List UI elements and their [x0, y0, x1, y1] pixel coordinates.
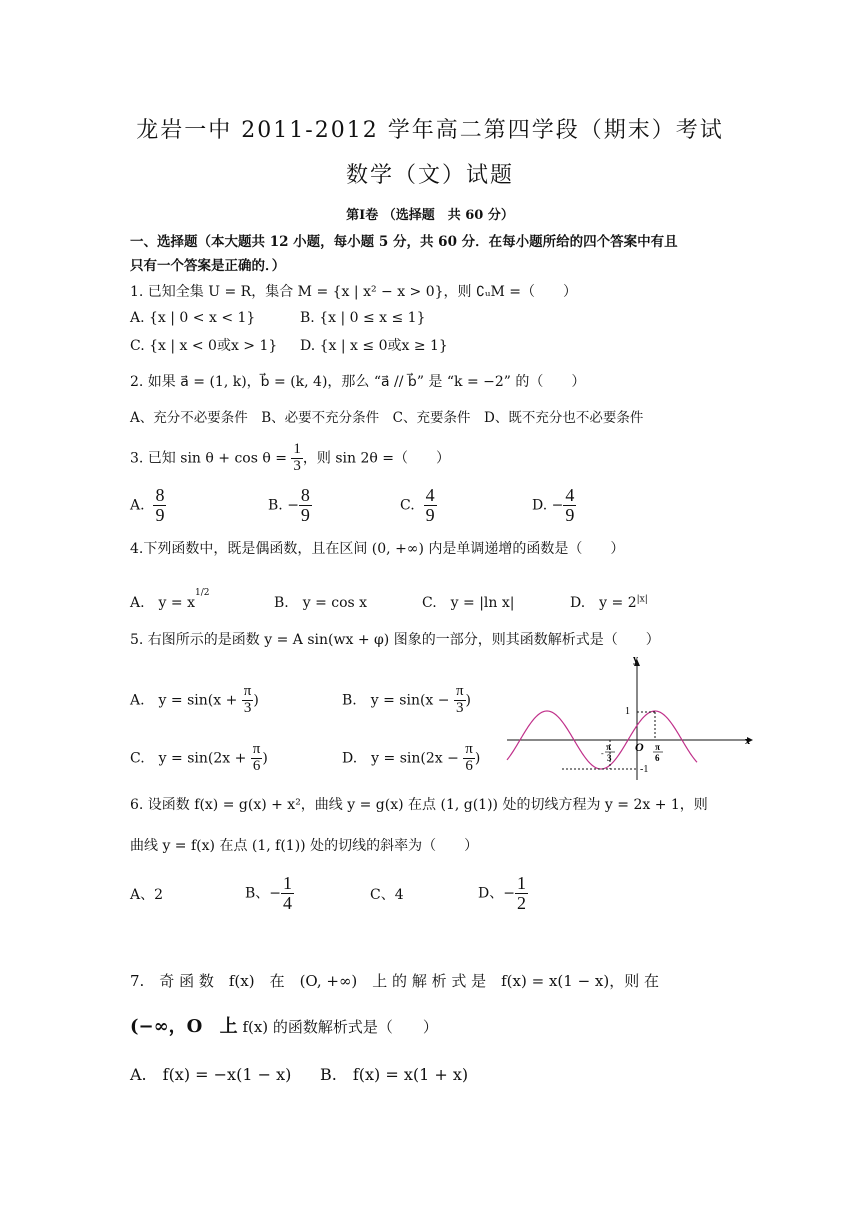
q3-stem	[130, 442, 450, 475]
q5-option-c	[130, 742, 268, 775]
q3-a-den: 9	[155, 504, 165, 525]
q3-d-num: 4	[565, 485, 575, 505]
q5-a-close: )	[253, 692, 259, 709]
q2-stem: 2. 如果 a⃗ = (1, k)，b⃗ = (k, 4)，那么 “a⃗ // b⃗” 是 “k = −2” 的（ ）	[130, 374, 586, 390]
q5-c-den: 6	[252, 757, 261, 774]
q3-stem-pre: 3. 已知 sin θ + cos θ =	[130, 450, 292, 467]
q5-a-num: π	[243, 683, 252, 699]
q7-line2-interval: (−∞，Oㅤ上	[130, 1016, 238, 1037]
q3-a-num: 8	[155, 485, 165, 505]
origin-label: O	[635, 740, 644, 754]
q5-d-den: 6	[465, 757, 473, 774]
q5-a-den: 3	[243, 699, 252, 716]
q5-b-num: π	[455, 683, 464, 699]
q4-stem: 4.下列函数中，既是偶函数，且在区间 (0, +∞) 内是单调递增的函数是（ ）	[130, 541, 625, 557]
part-heading: 第Ⅰ卷 （选择题 共 60 分）	[346, 208, 514, 223]
x-tick-neg-sign: -	[601, 749, 604, 758]
q3-frac-num: 1	[293, 441, 301, 457]
q7-option-b: B. f(x) = x(1 + x)	[320, 1065, 469, 1084]
q5-stem: 5. 右图所示的是函数 y = A sin(wx + φ) 图象的一部分，则其函数解析式是（ ）	[130, 632, 660, 648]
q6-b-den: 4	[283, 892, 293, 913]
q4-option-a	[130, 588, 210, 612]
q2-options: A、充分不必要条件 B、必要不充分条件 C、充要条件 D、既不充分也不必要条件	[130, 410, 644, 426]
q7-option-a: A. f(x) = −x(1 − x)	[130, 1065, 292, 1084]
section-heading-line2: 只有一个答案是正确的．）	[130, 258, 286, 274]
q5-option-b	[342, 684, 471, 717]
q1-option-b: B. {x | 0 ≤ x ≤ 1}	[300, 310, 426, 326]
q5-option-a	[130, 684, 259, 717]
q5-d-close: )	[474, 750, 481, 767]
q3-option-b	[268, 486, 312, 525]
q3-fraction	[291, 442, 303, 475]
q6-d-num: 1	[516, 873, 526, 893]
q3-c-num: 4	[425, 485, 435, 505]
x-tick-neg-num: π	[606, 742, 611, 752]
q5-c-pre: C. y = sin(2x +	[130, 750, 251, 767]
q4-d-exponent: |x|	[636, 594, 648, 605]
q5-b-pre: B. y = sin(x −	[342, 692, 454, 709]
q6-line1: 6. 设函数 f(x) = g(x) + x²，曲线 y = g(x) 在点 (1, g(1)) 处的切线方程为 y = 2x + 1，则	[130, 797, 708, 813]
section-heading-line1: 一、选择题（本大题共 12 小题，每小题 5 分，共 60 分．在每小题所给的四个答案中有且	[130, 234, 678, 250]
q5-sine-graph	[505, 652, 755, 782]
q3-d-den: 9	[565, 504, 575, 525]
q6-option-d	[478, 874, 528, 913]
q5-d-pre: D. y = sin(2x −	[342, 750, 464, 767]
x-axis-label: x	[745, 736, 750, 747]
q4-option-c: C. y = |ln x|	[422, 595, 515, 611]
q1-option-a: A. {x | 0 < x < 1}	[130, 310, 256, 326]
q5-c-num: π	[252, 741, 261, 757]
q3-b-den: 9	[300, 504, 310, 525]
q6-b-label: B、−	[245, 885, 282, 902]
q5-option-d	[342, 742, 480, 775]
q6-b-num: 1	[283, 873, 293, 893]
q6-option-a: A、2	[130, 887, 164, 903]
q1-option-c: C. {x | x < 0或x > 1}	[130, 338, 278, 354]
q4-a-text: A. y = x	[130, 595, 195, 611]
q6-option-c: C、4	[370, 887, 404, 903]
q3-option-a	[130, 486, 166, 525]
q7-line2	[130, 1016, 438, 1038]
exam-title: 龙岩一中 2011-2012 学年高二第四学段（期末）考试	[136, 118, 724, 143]
x-tick-pos-num: π	[655, 742, 660, 752]
q3-b-num: 8	[300, 485, 310, 505]
q3-d-label: D. −	[532, 497, 564, 514]
q3-option-c	[400, 486, 437, 525]
y-axis-label: y	[633, 654, 638, 665]
q6-d-label: D、−	[478, 885, 515, 902]
q5-b-den: 3	[455, 699, 464, 716]
q5-b-close: )	[465, 692, 471, 709]
q4-option-d	[570, 592, 648, 612]
q5-c-close: )	[262, 750, 268, 767]
q3-c-label: C.	[400, 497, 415, 514]
x-tick-neg-den: 3	[607, 753, 612, 763]
exam-subject: 数学（文）试题	[345, 163, 514, 188]
q3-c-den: 9	[425, 504, 435, 525]
q4-a-exponent: 1/2	[195, 588, 210, 599]
q3-b-label: B. −	[268, 497, 299, 514]
x-tick-pos-den: 6	[655, 753, 660, 763]
q3-a-label: A.	[130, 497, 145, 514]
q3-option-d	[532, 486, 576, 525]
q6-option-b	[245, 874, 294, 913]
q7-line2-rest: f(x) 的函数解析式是（ ）	[237, 1018, 438, 1036]
q3-stem-post: ，则 sin 2θ =（ ）	[302, 450, 451, 467]
q3-frac-den: 3	[293, 457, 301, 474]
q7-line1: 7. 奇 函 数 f(x) 在 (O, +∞) 上 的 解 析 式 是 f(x) = x(1 − x)，则 在	[130, 972, 659, 990]
q1-stem: 1. 已知全集 U = R，集合 M = {x | x² − x > 0}，则 ∁ᵤM =（ ）	[130, 284, 578, 300]
q6-line2: 曲线 y = f(x) 在点 (1, f(1)) 处的切线的斜率为（ ）	[130, 838, 479, 854]
q6-d-den: 2	[516, 892, 526, 913]
q4-d-text: D. y = 2	[570, 595, 637, 611]
y-tick-neg1: -1	[640, 764, 649, 775]
y-tick-1: 1	[625, 706, 630, 717]
q4-option-b: B. y = cos x	[274, 595, 368, 611]
q5-d-num: π	[465, 741, 473, 757]
q1-option-d: D. {x | x ≤ 0或x ≥ 1}	[300, 338, 448, 354]
q5-a-pre: A. y = sin(x +	[130, 692, 242, 709]
